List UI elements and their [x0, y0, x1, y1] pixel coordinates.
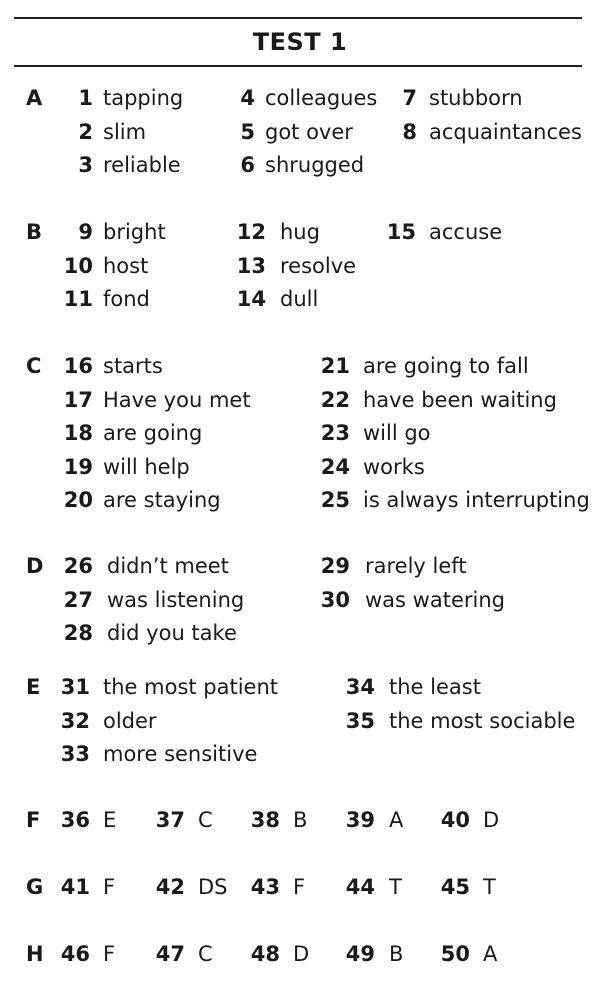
answer-text: have been waiting [363, 387, 557, 412]
answer-text: rarely left [365, 554, 467, 578]
question-number: 18 [63, 421, 93, 445]
section-letter-d: D [26, 554, 44, 578]
question-number: 12 [236, 220, 266, 244]
answer-text: the most sociable [389, 708, 576, 733]
question-number: 28 [63, 621, 93, 645]
question-number: 1 [78, 86, 93, 110]
answer-text: the most patient [103, 675, 279, 699]
question-number: 20 [63, 488, 93, 512]
question-number: 48 [250, 942, 280, 966]
answer-text: didn’t meet [107, 554, 229, 578]
top-rule [14, 17, 582, 19]
question-number: 45 [440, 875, 470, 899]
answer-text: starts [103, 354, 163, 378]
question-number: 21 [320, 354, 350, 378]
question-number: 39 [345, 808, 375, 832]
answer-text: T [483, 875, 496, 899]
answer-text: resolve [280, 253, 357, 278]
question-number: 15 [386, 220, 416, 244]
question-number: 11 [63, 287, 93, 311]
question-number: 37 [155, 808, 185, 832]
question-number: 2 [78, 119, 93, 144]
answer-text: stubborn [429, 86, 523, 110]
question-number: 40 [440, 808, 470, 832]
answer-text: bright [103, 220, 166, 244]
answer-text: did you take [107, 621, 237, 645]
answer-text: will help [103, 454, 190, 479]
question-number: 25 [320, 488, 350, 512]
question-number: 31 [60, 675, 90, 699]
question-number: 27 [63, 587, 93, 612]
question-number: 44 [345, 875, 375, 899]
answer-text: got over [265, 119, 353, 144]
question-number: 46 [60, 942, 90, 966]
answer-text: are going to fall [363, 354, 529, 378]
answer-text: D [293, 942, 310, 966]
answer-text: F [103, 875, 116, 899]
answer-text: accuse [429, 220, 503, 244]
answer-text: acquaintances [429, 119, 582, 144]
answer-text: more sensitive [103, 742, 258, 766]
section-letter-b: B [26, 220, 43, 244]
question-number: 50 [440, 942, 470, 966]
answer-text: is always interrupting [363, 488, 590, 512]
answer-text: fond [103, 287, 150, 311]
question-number: 7 [402, 86, 417, 110]
section-letter-e: E [26, 675, 41, 699]
section-letter-g: G [26, 875, 44, 899]
answer-text: will go [363, 421, 431, 445]
question-number: 49 [345, 942, 375, 966]
answer-text: was listening [107, 587, 245, 612]
question-number: 9 [78, 220, 93, 244]
answer-text: D [483, 808, 500, 832]
question-number: 41 [60, 875, 90, 899]
answer-text: A [389, 808, 404, 832]
question-number: 3 [78, 153, 93, 177]
title-underline [14, 65, 582, 67]
question-number: 26 [63, 554, 93, 578]
question-number: 30 [320, 587, 350, 612]
section-letter-f: F [26, 808, 41, 832]
answer-text: host [103, 253, 149, 278]
page-title: TEST 1 [252, 28, 348, 56]
answer-text: tapping [103, 86, 184, 110]
question-number: 47 [155, 942, 185, 966]
question-number: 22 [320, 387, 350, 412]
question-number: 13 [236, 253, 266, 278]
question-number: 6 [240, 153, 255, 177]
question-number: 5 [240, 119, 255, 144]
answer-text: works [363, 454, 425, 479]
answer-text: the least [389, 675, 481, 699]
question-number: 24 [320, 454, 350, 479]
answer-text: Have you met [103, 387, 251, 412]
question-number: 34 [345, 675, 375, 699]
section-letter-h: H [26, 942, 44, 966]
answer-text: dull [280, 287, 319, 311]
answer-text: F [293, 875, 306, 899]
answer-text: B [293, 808, 308, 832]
answer-text: C [198, 942, 213, 966]
question-number: 32 [60, 708, 90, 733]
answer-text: hug [280, 220, 320, 244]
answer-text: shrugged [265, 153, 365, 177]
question-number: 35 [345, 708, 375, 733]
answer-text: was watering [365, 587, 505, 612]
answer-text: E [103, 808, 117, 832]
question-number: 23 [320, 421, 350, 445]
question-number: 8 [402, 119, 417, 144]
question-number: 36 [60, 808, 90, 832]
answer-text: DS [198, 875, 228, 899]
answer-text: older [103, 708, 157, 733]
answer-text: are going [103, 421, 203, 445]
answer-text: C [198, 808, 213, 832]
answer-text: T [389, 875, 402, 899]
question-number: 33 [60, 742, 90, 766]
answer-text: reliable [103, 153, 181, 177]
answer-text: slim [103, 119, 147, 144]
question-number: 4 [240, 86, 255, 110]
question-number: 19 [63, 454, 93, 479]
question-number: 17 [63, 387, 93, 412]
question-number: 43 [250, 875, 280, 899]
section-letter-c: C [26, 354, 42, 378]
question-number: 38 [250, 808, 280, 832]
question-number: 42 [155, 875, 185, 899]
answer-text: are staying [103, 488, 221, 512]
answer-text: B [389, 942, 404, 966]
answer-text: A [483, 942, 498, 966]
question-number: 10 [63, 253, 93, 278]
question-number: 14 [236, 287, 266, 311]
question-number: 16 [63, 354, 93, 378]
answer-text: F [103, 942, 116, 966]
question-number: 29 [320, 554, 350, 578]
section-letter-a: A [26, 86, 43, 110]
answer-text: colleagues [265, 86, 378, 110]
